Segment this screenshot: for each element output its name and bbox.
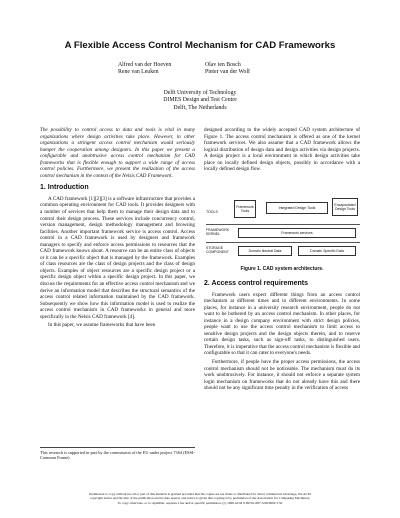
abstract: The possibility to control access to data and tools is vital in many organizations where design activities take place. However, in other organizations a stringent access control mechanism would seriously hamper the cooperation among designers. In this paper we present a configurable and unobtrusive access control mechanism for CAD frameworks that is flexible enough to support a wide range of access control policies. Furthermore, we present the realization of the access control mechanism in the context of the Nelsis CAD Framework. (40, 127, 195, 179)
author-name: Olav ten Bosch (205, 62, 241, 68)
encapsulated-tools-box: Encapsulated Design Tools (332, 198, 358, 216)
framework-services-box: Framework services (238, 228, 356, 238)
paragraph: Framework users expect different things from an access control mechanism at different times and in different environments. In some places, for instance in a university research environment, people do not want to be bothered by an access control mechanism. In other places, for instance in a design company environment with strict design policies, people want to use the access control mechanism to limit access to sensitive design projects and the design objects therein, and to reserve certain design tasks, such as sign-off tasks, to distinguished users. Therefore, it is imperative that the access control mechanism is flexible and configurable so that it can cater to everyone's needs. (204, 291, 360, 357)
affiliation-line: DIMES Design and Test Centre (163, 97, 237, 104)
layer-divider (206, 224, 360, 225)
tools-layer-label: TOOLS (206, 210, 218, 214)
affiliation (0, 90, 400, 112)
figure-caption: Figure 1. CAD system architecture. (240, 266, 324, 272)
framework-tools-box: Framework Tools (234, 200, 256, 218)
paper-title: A Flexible Access Control Mechanism for CAD Frameworks (64, 40, 336, 51)
integrated-tools-box: Integrated Design Tools (266, 202, 328, 214)
author-name: Rene van Leuken (118, 69, 159, 76)
kernel-layer-label: FRAMEWORK KERNEL (206, 228, 230, 237)
footnote: This research is supported in part by the commission of the EU under project 7364 (ESSI-Common Frame). (40, 447, 195, 461)
authors-left (118, 62, 208, 77)
affiliation-line: Delft University of Technology (163, 90, 237, 96)
copyright-line: To copy otherwise, or to republish, requires a fee and/or specific permission. (c) 1996 ACM 0-89791-687-5/96/0009 3.50 (117, 500, 283, 505)
left-column (40, 127, 195, 331)
domain-specific-box: Domain Specific Data (298, 246, 356, 256)
author-name: Alfred van der Hoeven (118, 62, 172, 68)
right-column-bottom (204, 275, 360, 394)
architecture-figure (204, 178, 360, 274)
section-heading: 1. Introduction (40, 184, 89, 192)
paragraph: A CAD framework [1][2][3] is a software infrastructure that provides a common operating environment for CAD tools. It provides designers with a number of services that help them to manage their design data and to control their design process. These services include concurrency control, version management, design methodology management and browsing facilities. Another important framework service is access control. Access control in a CAD framework is used by designers and framework managers to specify and enforce access permissions to resources that the CAD framework knows about. A resource can be an entire class of objects or it can be a specific object that is managed by the framework. Examples of class resources are the class of design projects and the class of design objects. Examples of object resources are a specific design project or a specific design object within a specific design project. In this paper, we discuss the requirements for an effective access control mechanism and we derive an information model that describes the structural semantics of the access control related information maintained by the CAD framework. Subsequently we show how this information model is used to realize the access control mechanism in CAD frameworks in general and more specifically in the Nelsis CAD framework [4]. (40, 195, 195, 320)
copyright-line: Permission to copy without fee all or part of this material is granted provided that the copies are not made or distributed for direct commercial advantage, the ACM (89, 492, 311, 496)
affiliation-line: Delft, The Netherlands (173, 104, 227, 111)
domain-neutral-box: Domain Neutral Data (238, 246, 292, 256)
copyright-notice (40, 492, 360, 505)
layer-divider (206, 242, 360, 243)
copyright-line: copyright notice and the title of the publication and its date appear, and notice is given that copying is by permission of the Association for Computing Machinery. (89, 496, 311, 501)
paragraph: In this paper, we assume frameworks that have been (48, 322, 156, 329)
section-heading: 2. Access control requirements (204, 280, 309, 287)
authors-right (205, 62, 305, 77)
paragraph: Furthermore, if people have the proper access permissions, the access control mechanism should not be noticeable. The mechanism must do its work unobtrusively. For instance, it should not enforce a separate system login mechanism on frameworks that do not already have this and there should not be any significant time penalty in the verification of access (204, 359, 360, 392)
storage-layer-label: STORAGE COMPONENT (206, 246, 229, 255)
author-name: Pieter van der Wolf (205, 69, 250, 76)
paragraph: designed according to the widely accepted CAD system architecture of Figure 1. The access control mechanism is offered as one of the kernel framework services. We also assume that a CAD framework allows the logical distribution of design data and design activities via design projects. A design project is a local environment in which design activities take place on locally defined design objects, possibly in accordance with a locally defined design flow. (204, 127, 360, 173)
right-column-top (204, 127, 360, 175)
